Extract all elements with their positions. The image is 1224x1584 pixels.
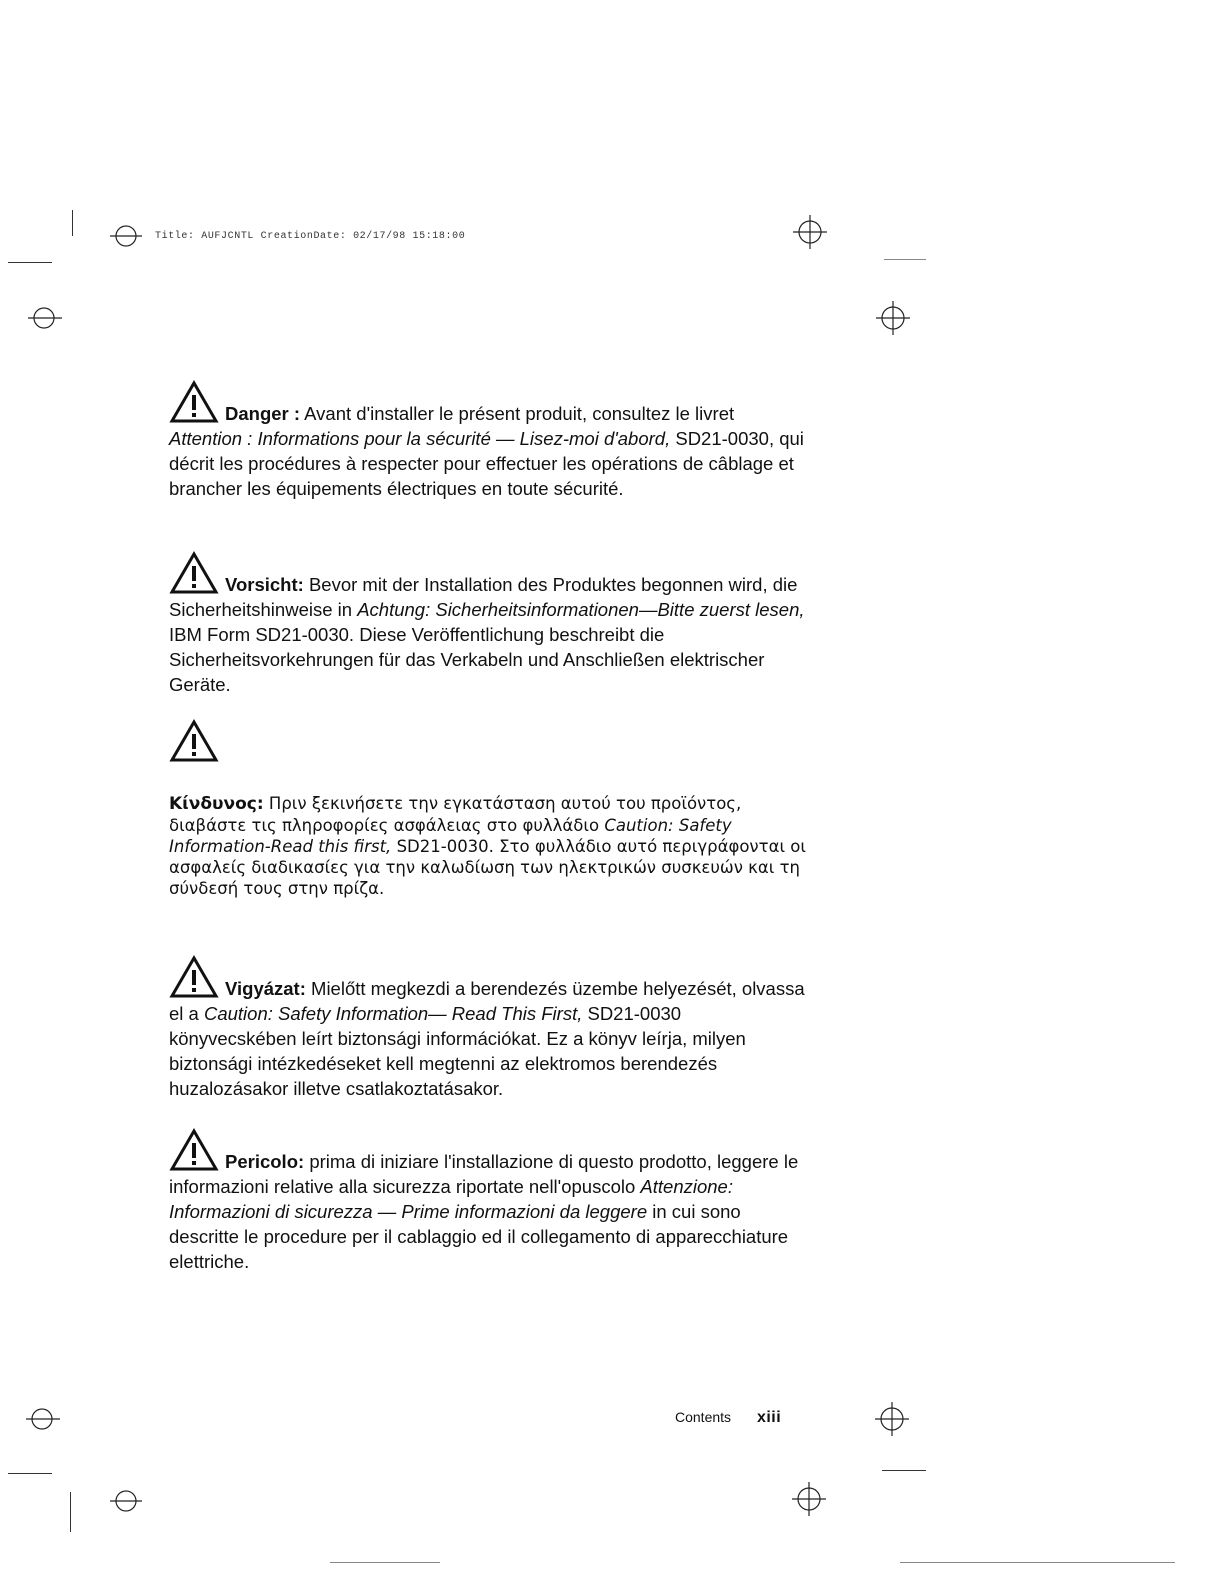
crop-mark (882, 1470, 926, 1471)
notice-text: Mielőtt megkezdi a berendezés üzembe helyezését, olvassa el a (169, 978, 805, 1024)
registration-mark-icon (790, 1480, 828, 1518)
notice-label: Pericolo: (225, 1151, 305, 1172)
warning-triangle-icon (169, 551, 219, 595)
crop-mark (8, 262, 52, 263)
crop-mark (70, 1492, 71, 1532)
crop-mark (8, 1473, 52, 1474)
safety-notice-greek (169, 793, 809, 899)
notice-text: Bevor mit der Installation des Produktes begonnen wird, die Sicherheitshinweise in (169, 574, 798, 620)
safety-notice-hungarian (169, 955, 809, 1101)
registration-mark-icon (791, 213, 829, 251)
notice-text: SD21-0030 könyvecskében leírt biztonsági információkat. Ez a könyv leírja, milyen biztonsági intézkedéseket kell megtenni az elektromos berendezés huzalozásakor illetve csatlakoztatásakor. (169, 1003, 746, 1099)
registration-mark-icon (108, 224, 144, 248)
notice-publication-title: Attenzione: Informazioni di sicurezza — Prime informazioni da leggere (169, 1176, 733, 1222)
notice-publication-title: Attention : Informations pour la sécurité — Lisez-moi d'abord, (169, 428, 671, 449)
notice-publication-title: Caution: Safety Information— Read This First, (203, 1003, 583, 1024)
scan-speck (900, 1562, 1175, 1563)
notice-publication-title: Caution: Safety Information-Read this first, (169, 816, 732, 856)
safety-notice-french (169, 380, 809, 501)
registration-mark-icon (24, 306, 64, 330)
notice-text: prima di iniziare l'installazione di questo prodotto, leggere le informazioni relative alla sicurezza riportate nell'opuscolo (169, 1151, 799, 1197)
warning-triangle-icon (169, 380, 219, 424)
header-title-value: AUFJCNTL (201, 231, 255, 242)
notice-label: Vigyázat: (225, 978, 306, 999)
notice-label: Κίνδυνος: (169, 794, 264, 814)
page-number: xiii (756, 1409, 782, 1426)
safety-notice-german (169, 551, 809, 697)
registration-mark-icon (873, 298, 913, 338)
notice-label: Vorsicht: (225, 574, 304, 595)
scan-speck (884, 259, 926, 260)
notice-text: Avant d'installer le présent produit, consultez le livret (304, 403, 735, 424)
notice-text: SD21-0030. Στο φυλλάδιο αυτό περιγράφονται οι ασφαλείς διαδικασίες για την καλωδίωση των ηλεκτρικών συσκευών και τη σύνδεσή τους στην πρίζα. (169, 837, 806, 898)
footer-section-label: Contents (675, 1409, 732, 1425)
notice-label: Danger : (225, 403, 301, 424)
notice-text: Πριν ξεκινήσετε την εγκατάσταση αυτού του προϊόντος, διαβάστε τις πληροφορίες ασφάλειας στο φυλλάδιο (169, 794, 742, 835)
warning-triangle-icon (169, 1128, 219, 1172)
header-title-label: Title: (155, 231, 195, 242)
header-date-value: 02/17/98 15:18:00 (353, 231, 466, 242)
notice-text: IBM Form SD21-0030. Diese Veröffentlichung beschreibt die Sicherheitsvorkehrungen für das Verkabeln und Anschließen elektrischer Geräte. (169, 624, 765, 695)
warning-triangle-icon (169, 955, 219, 999)
print-header (155, 231, 465, 242)
notice-text: SD21-0030, qui décrit les procédures à respecter pour effectuer les opérations de câblage et brancher les équipements électriques en toute sécurité. (169, 428, 804, 499)
registration-mark-icon (22, 1407, 62, 1431)
registration-mark-icon (108, 1489, 144, 1513)
scan-speck (330, 1562, 440, 1563)
notice-text: in cui sono descritte le procedure per il cablaggio ed il collegamento di apparecchiature elettriche. (169, 1201, 789, 1272)
warning-triangle-icon (169, 719, 219, 763)
page-footer (675, 1409, 781, 1427)
header-date-label: CreationDate: (260, 231, 347, 242)
registration-mark-icon (872, 1399, 912, 1439)
notice-publication-title: Achtung: Sicherheitsinformationen—Bitte zuerst lesen, (357, 599, 805, 620)
safety-notice-italian (169, 1128, 809, 1274)
crop-mark (72, 210, 73, 236)
